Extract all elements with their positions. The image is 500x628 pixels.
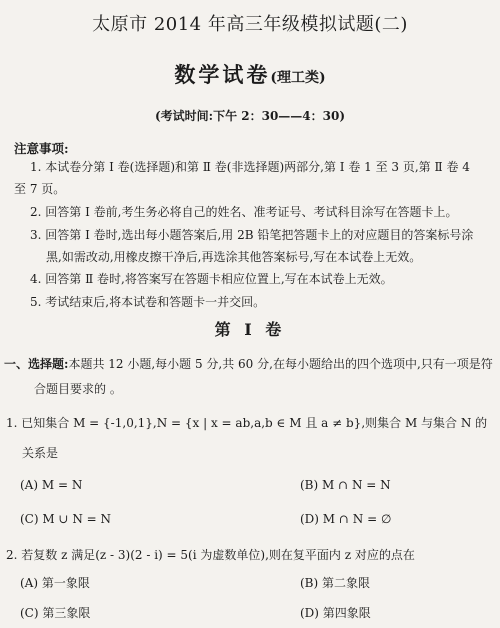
- notice-line: 1. 本试卷分第 Ⅰ 卷(选择题)和第 Ⅱ 卷(非选择题)两部分,第 Ⅰ 卷 1 至 3 页,第 Ⅱ 卷 4: [30, 160, 470, 174]
- question-1-option-a: (A) M = N: [20, 478, 83, 492]
- section-text: 本题共 12 小题,每小题 5 分,共 60 分,在每小题给出的四个选项中,只有一项是符: [68, 357, 493, 371]
- question-2-option-d: (D) 第四象限: [300, 606, 371, 620]
- question-1-option-b: (B) M ∩ N = N: [300, 478, 391, 492]
- part-title: 第 Ⅰ 卷: [214, 320, 286, 339]
- notice-line: 2. 回答第 Ⅰ 卷前,考生务必将自己的姓名、准考证号、考试科目涂写在答题卡上。: [30, 205, 458, 219]
- subject-title: [0, 59, 500, 89]
- notice-line: 黑,如需改动,用橡皮擦干净后,再选涂其他答案标号,写在本试卷上无效。: [46, 250, 422, 264]
- question-2-stem: 2. 若复数 z 满足(z - 3)(2 - i) = 5(i 为虚数单位),则在复平面内 z 对应的点在: [6, 548, 415, 562]
- section-text-cont: 合题目要求的 。: [34, 382, 122, 396]
- question-1-option-d: (D) M ∩ N = ∅: [300, 512, 392, 526]
- notice-line: 3. 回答第 Ⅰ 卷时,选出每小题答案后,用 2B 铅笔把答题卡上的对应题目的答案标号涂: [30, 228, 474, 242]
- exam-title: 太原市 2014 年高三年级模拟试题(二): [92, 14, 408, 35]
- question-1-option-c: (C) M ∪ N = N: [20, 512, 112, 526]
- notice-line: 5. 考试结束后,将本试卷和答题卡一并交回。: [30, 295, 266, 309]
- question-2-option-b: (B) 第二象限: [300, 576, 370, 590]
- question-1-stem-cont: 关系是: [22, 446, 59, 460]
- notice-line: 4. 回答第 Ⅱ 卷时,将答案写在答题卡相应位置上,写在本试卷上无效。: [30, 272, 393, 286]
- section-intro: [4, 355, 493, 372]
- question-1-stem: 1. 已知集合 M = {-1,0,1},N = {x | x = ab,a,b ∈ M 且 a ≠ b},则集合 M 与集合 N 的: [6, 416, 488, 430]
- subject-category: (理工类): [270, 70, 326, 86]
- notice-line: 至 7 页。: [14, 182, 66, 196]
- notice-heading: 注意事项:: [14, 141, 69, 156]
- question-2-option-c: (C) 第三象限: [20, 606, 91, 620]
- section-label: 一、选择题:: [4, 357, 69, 371]
- question-2-option-a: (A) 第一象限: [20, 576, 90, 590]
- subject-name: 数学试卷: [174, 62, 271, 87]
- exam-time: (考试时间:下午 2：30——4：30): [154, 109, 346, 123]
